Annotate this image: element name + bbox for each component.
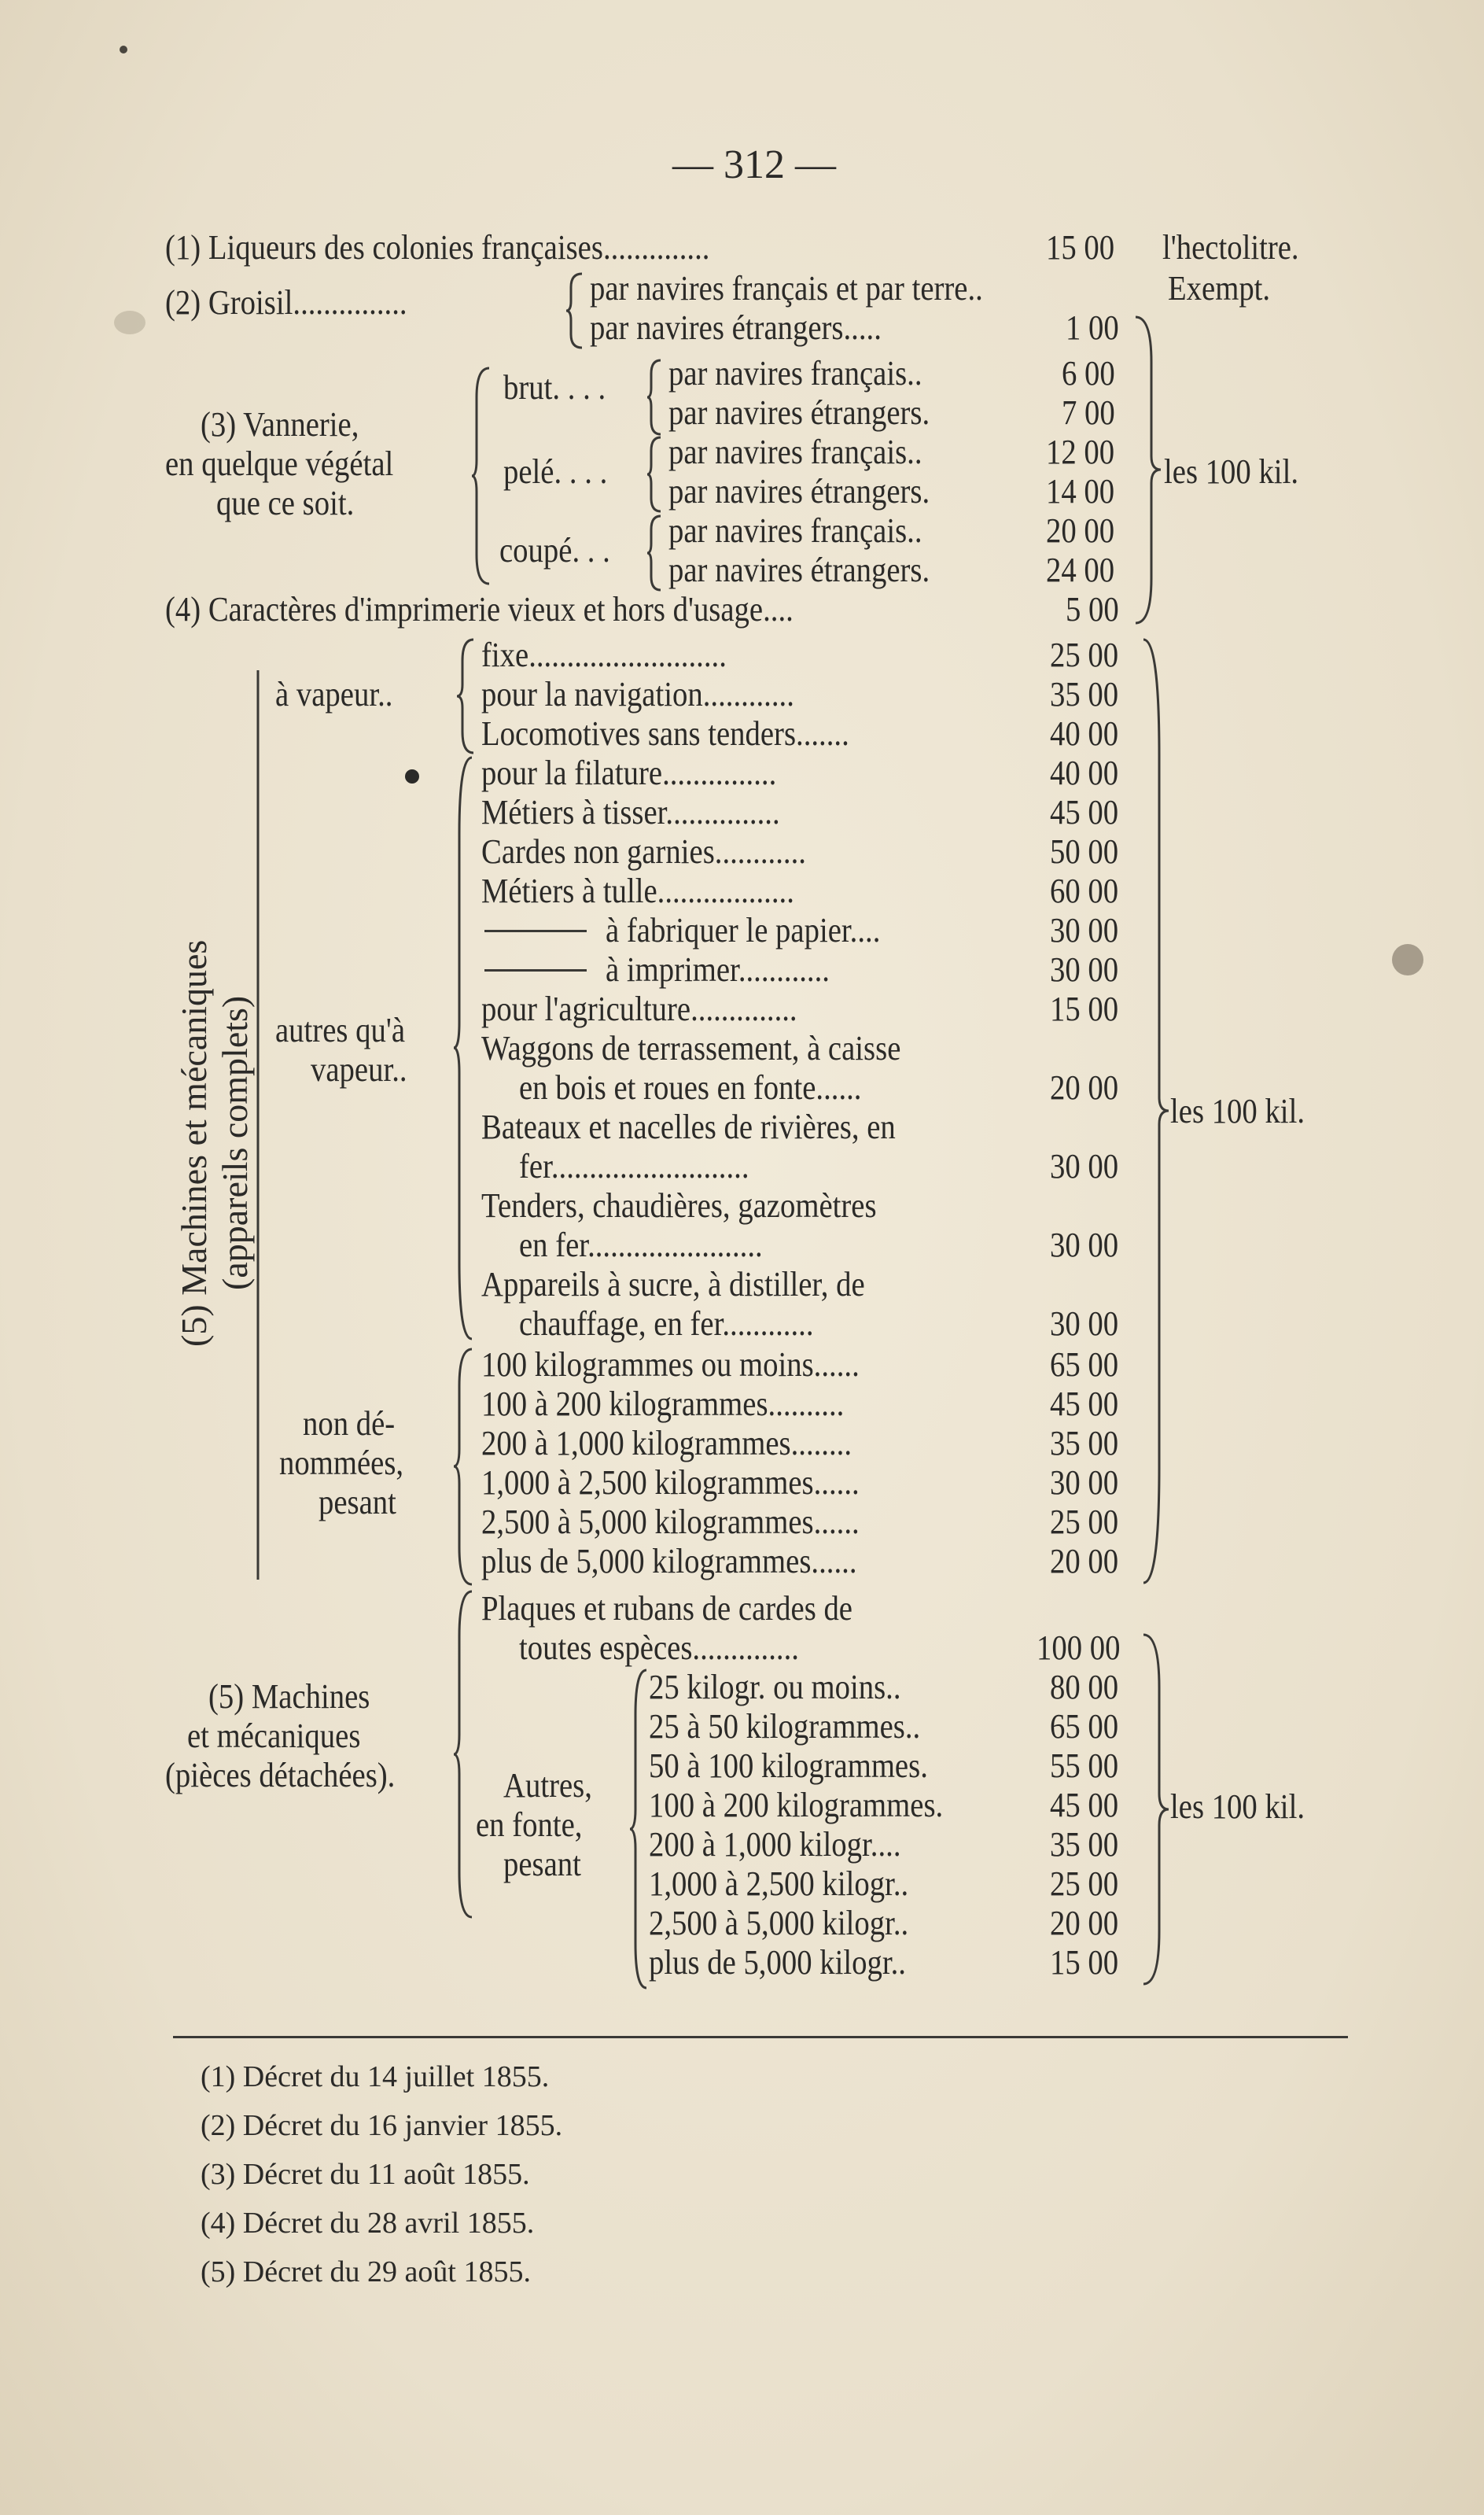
machines-outer-line: [250, 669, 266, 1581]
liqueurs-value: 15 00: [1046, 228, 1115, 267]
footnote-2: (2) Décret du 16 janvier 1855.: [201, 2109, 563, 2142]
weight-1-label: 100 kilogrammes ou moins......: [481, 1345, 860, 1384]
weight-3-label: 200 à 1,000 kilogrammes........: [481, 1424, 852, 1462]
pieces-label-3: (pièces détachées).: [165, 1756, 396, 1794]
piece-1-label: 25 kilogr. ou moins..: [649, 1668, 901, 1706]
plaques-value: 100 00: [1037, 1628, 1121, 1667]
weight-5-label: 2,500 à 5,000 kilogrammes......: [481, 1503, 860, 1541]
machines-section-title: (5) Machines et mécaniques: [174, 939, 214, 1347]
piece-6-value: 25 00: [1050, 1864, 1119, 1903]
coupe-brace: [646, 514, 665, 592]
papier-value: 30 00: [1050, 911, 1119, 950]
pele-label: pelé. . . .: [503, 452, 608, 491]
fixe-value: 25 00: [1050, 636, 1119, 674]
piece-4-value: 45 00: [1050, 1786, 1119, 1824]
weight-6-value: 20 00: [1050, 1542, 1119, 1580]
tenders-value: 30 00: [1050, 1226, 1119, 1264]
weight-6-label: plus de 5,000 kilogrammes......: [481, 1542, 857, 1580]
vannerie-label-3: que ce soit.: [216, 484, 355, 522]
imprimer-label: à imprimer............: [606, 950, 830, 989]
piece-5-value: 35 00: [1050, 1825, 1119, 1864]
pieces-label-2: et mécaniques: [187, 1717, 361, 1755]
non-denom-label-3: pesant: [319, 1483, 396, 1521]
groisil-brace: [565, 271, 588, 350]
non-denom-label-1: non dé-: [303, 1404, 396, 1443]
coupe-foreign-value: 24 00: [1046, 551, 1115, 589]
footnote-3: (3) Décret du 11 août 1855.: [201, 2158, 530, 2191]
paper-stain: [1392, 944, 1423, 975]
locomotives-value: 40 00: [1050, 714, 1119, 753]
brut-french: par navires français..: [668, 354, 922, 393]
footnote-5: (5) Décret du 29 août 1855.: [201, 2255, 531, 2288]
vannerie-brace: [470, 366, 494, 586]
filature-label: pour la filature...............: [481, 754, 777, 792]
machines-section-subtitle: (appareils complets): [215, 995, 255, 1290]
filature-value: 40 00: [1050, 754, 1119, 792]
ink-spot: [120, 46, 127, 53]
coupe-label: coupé. . .: [499, 531, 610, 570]
piece-6-label: 1,000 à 2,500 kilogr..: [649, 1864, 909, 1903]
autres-fonte-label-1: Autres,: [503, 1766, 592, 1805]
tenders-label-2: en fer.......................: [519, 1226, 763, 1264]
autres-fonte-label-2: en fonte,: [476, 1805, 583, 1844]
piece-8-label: plus de 5,000 kilogr..: [649, 1943, 906, 1982]
weight-4-label: 1,000 à 2,500 kilogrammes......: [481, 1463, 860, 1502]
pele-french-value: 12 00: [1046, 433, 1115, 471]
piece-5-label: 200 à 1,000 kilogr....: [649, 1825, 901, 1864]
groisil-french-value: Exempt.: [1168, 269, 1271, 308]
agriculture-value: 15 00: [1050, 990, 1119, 1028]
metiers-tisser-value: 45 00: [1050, 793, 1119, 832]
paper-stain: [114, 311, 145, 334]
pieces-brace: [453, 1589, 477, 1919]
piece-8-value: 15 00: [1050, 1943, 1119, 1982]
brut-label: brut. . . .: [503, 368, 606, 407]
machines-unit: les 100 kil.: [1170, 1092, 1305, 1130]
appareils-value: 30 00: [1050, 1304, 1119, 1343]
navigation-label: pour la navigation............: [481, 675, 794, 714]
weight-5-value: 25 00: [1050, 1503, 1119, 1541]
bateaux-label-1: Bateaux et nacelles de rivières, en: [481, 1108, 896, 1146]
appareils-label-1: Appareils à sucre, à distiller, de: [481, 1265, 865, 1304]
waggons-label-1: Waggons de terrassement, à caisse: [481, 1029, 901, 1068]
piece-4-label: 100 à 200 kilogrammes.: [649, 1786, 944, 1824]
footnote-4: (4) Décret du 28 avril 1855.: [201, 2207, 535, 2240]
imprimer-value: 30 00: [1050, 950, 1119, 989]
piece-3-value: 55 00: [1050, 1746, 1119, 1785]
piece-7-label: 2,500 à 5,000 kilogr..: [649, 1904, 909, 1942]
caracteres-value: 5 00: [1066, 590, 1119, 629]
autres-fonte-label-3: pesant: [503, 1845, 581, 1883]
metiers-tulle-label: Métiers à tulle..................: [481, 872, 794, 910]
machines-right-brace: [1140, 637, 1172, 1585]
brut-foreign: par navires étrangers.: [668, 393, 930, 432]
non-denom-label-2: nommées,: [279, 1444, 404, 1482]
brut-brace: [646, 358, 665, 437]
piece-2-label: 25 à 50 kilogrammes..: [649, 1707, 921, 1746]
metiers-tisser-label: Métiers à tisser...............: [481, 793, 780, 832]
pieces-label-1: (5) Machines: [208, 1677, 370, 1716]
bateaux-value: 30 00: [1050, 1147, 1119, 1186]
bateaux-label-2: fer..........................: [519, 1147, 749, 1186]
pele-brace: [646, 435, 665, 514]
groisil-french: par navires français et par terre..: [590, 269, 983, 308]
appareils-label-2: chauffage, en fer............: [519, 1304, 814, 1343]
caracteres-label: (4) Caractères d'imprimerie vieux et hors d'usage....: [165, 590, 794, 629]
piece-7-value: 20 00: [1050, 1904, 1119, 1942]
waggons-value: 20 00: [1050, 1068, 1119, 1107]
non-denom-brace: [453, 1347, 477, 1587]
waggons-label-2: en bois et roues en fonte......: [519, 1068, 862, 1107]
autres-vapeur-label-2: vapeur..: [311, 1050, 407, 1089]
pieces-unit: les 100 kil.: [1170, 1787, 1305, 1826]
brut-french-value: 6 00: [1062, 354, 1115, 393]
piece-2-value: 65 00: [1050, 1707, 1119, 1746]
weight-4-value: 30 00: [1050, 1463, 1119, 1502]
groisil-foreign-value: 1 00: [1066, 308, 1119, 347]
pele-foreign: par navires étrangers.: [668, 472, 930, 511]
top-group-unit: les 100 kil.: [1164, 452, 1299, 491]
plaques-label-1: Plaques et rubans de cardes de: [481, 1589, 852, 1628]
cardes-value: 50 00: [1050, 832, 1119, 871]
weight-2-value: 45 00: [1050, 1385, 1119, 1423]
weight-3-value: 35 00: [1050, 1424, 1119, 1462]
plaques-label-2: toutes espèces..............: [519, 1628, 799, 1667]
papier-label: à fabriquer le papier....: [606, 911, 881, 950]
pele-foreign-value: 14 00: [1046, 472, 1115, 511]
groisil-label: (2) Groisil...............: [165, 283, 407, 322]
top-group-brace: [1132, 315, 1164, 625]
a-vapeur-label: à vapeur..: [275, 675, 393, 714]
ditto-dash-1: [484, 930, 587, 932]
autres-vapeur-label-1: autres qu'à: [275, 1011, 406, 1049]
locomotives-label: Locomotives sans tenders.......: [481, 714, 849, 753]
coupe-foreign: par navires étrangers.: [668, 551, 930, 589]
ditto-dash-2: [484, 969, 587, 972]
liqueurs-label: (1) Liqueurs des colonies françaises..............: [165, 228, 710, 267]
autres-vapeur-brace: [453, 755, 477, 1341]
navigation-value: 35 00: [1050, 675, 1119, 714]
ink-spot: [405, 769, 419, 784]
coupe-french: par navires français..: [668, 511, 922, 550]
weight-1-value: 65 00: [1050, 1345, 1119, 1384]
pieces-right-brace: [1140, 1632, 1172, 1986]
groisil-foreign: par navires étrangers.....: [590, 308, 882, 347]
fixe-label: fixe..........................: [481, 636, 727, 674]
a-vapeur-brace: [456, 637, 477, 755]
piece-3-label: 50 à 100 kilogrammes.: [649, 1746, 928, 1785]
footnote-rule: [173, 2036, 1348, 2038]
agriculture-label: pour l'agriculture..............: [481, 990, 797, 1028]
piece-1-value: 80 00: [1050, 1668, 1119, 1706]
tenders-label-1: Tenders, chaudières, gazomètres: [481, 1186, 877, 1225]
autres-fonte-brace: [629, 1668, 650, 1990]
brut-foreign-value: 7 00: [1062, 393, 1115, 432]
weight-2-label: 100 à 200 kilogrammes..........: [481, 1385, 845, 1423]
liqueurs-unit: l'hectolitre.: [1162, 228, 1299, 267]
coupe-french-value: 20 00: [1046, 511, 1115, 550]
footnote-1: (1) Décret du 14 juillet 1855.: [201, 2060, 550, 2093]
metiers-tulle-value: 60 00: [1050, 872, 1119, 910]
pele-french: par navires français..: [668, 433, 922, 471]
cardes-label: Cardes non garnies............: [481, 832, 806, 871]
vannerie-label-1: (3) Vannerie,: [201, 405, 359, 444]
vannerie-label-2: en quelque végétal: [165, 444, 394, 483]
page-number: — 312 —: [672, 142, 836, 187]
